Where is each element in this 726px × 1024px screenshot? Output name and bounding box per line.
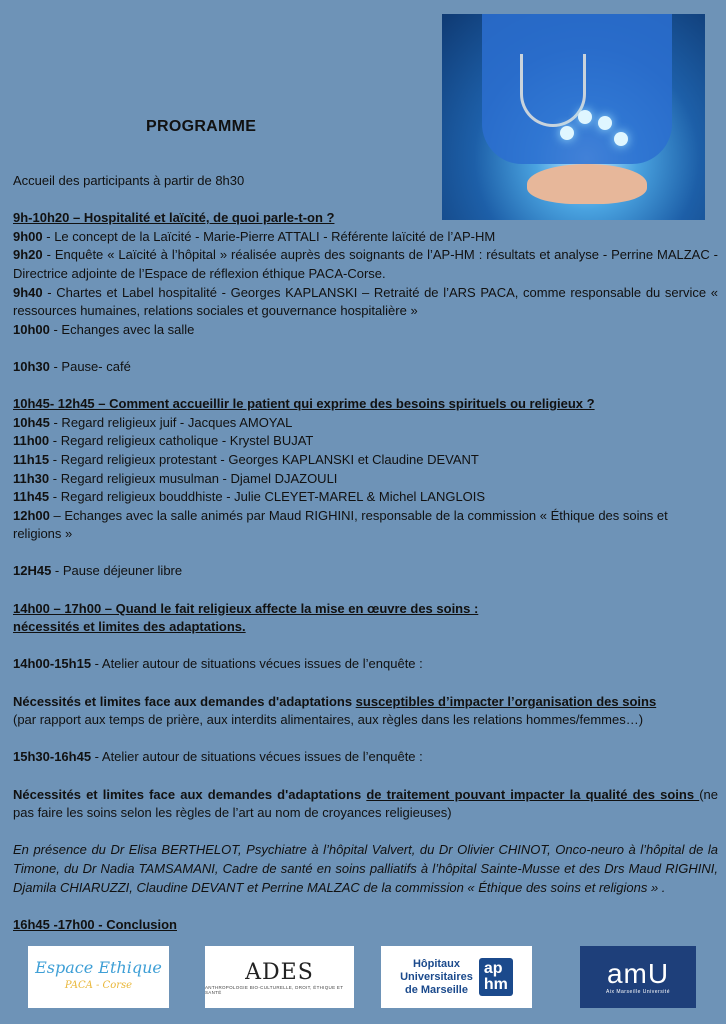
time-label: 11h15 bbox=[13, 451, 50, 467]
logo-text: Hôpitaux bbox=[412, 957, 461, 970]
time-label: 11h30 bbox=[13, 470, 50, 486]
espace-ethique-logo bbox=[28, 946, 169, 1008]
time-label: 14h00-15h15 bbox=[13, 656, 92, 672]
item-text: - Pause- café bbox=[49, 358, 131, 374]
time-label: 15h30-16h45 bbox=[13, 749, 92, 765]
time-label: 12h00 bbox=[13, 507, 50, 523]
item-text: - Regard religieux juif - Jacques AMOYAL bbox=[49, 414, 293, 430]
logo-bar bbox=[0, 946, 726, 1010]
atelier-2 bbox=[13, 748, 718, 767]
item-text: (par rapport aux temps de prière, aux interdits alimentaires, aux règles dans les relations hommes/femmes…) bbox=[13, 712, 644, 728]
time-label: 10h30 bbox=[13, 358, 50, 374]
s2-item bbox=[13, 488, 718, 507]
aphm-logo bbox=[381, 946, 532, 1008]
item-text: - Chartes et Label hospitalité - Georges KAPLANSKI – Retraité de l’ARS PACA, comme responsable du service « ressources humaines, relations sociales et gouvernance hospitalière » bbox=[13, 284, 718, 319]
people-icon bbox=[560, 106, 630, 166]
time-label: 10h00 bbox=[13, 321, 50, 337]
s1-item bbox=[13, 284, 718, 321]
item-text: - Atelier autour de situations vécues issues de l’enquête : bbox=[91, 656, 423, 672]
accueil-text: Accueil des participants à partir de 8h30 bbox=[13, 173, 245, 188]
s2-item bbox=[13, 432, 718, 451]
time-label: 11h45 bbox=[13, 489, 50, 505]
s1-item bbox=[13, 228, 718, 247]
logo-text: ap bbox=[483, 960, 503, 977]
item-text: - Regard religieux musulman - Djamel DJAZOULI bbox=[49, 470, 338, 486]
s1-item bbox=[13, 246, 718, 283]
presence-text: En présence du Dr Elisa BERTHELOT, Psychiatre à l’hôpital Valvert, du Dr Olivier CHINOT, Onco-neuro à l’hôpital de la Timone, du Dr Nadia TAMSAMANI, Cadre de santé en soins palliatifs à l’hôpital Sainte-Musse et des Drs Maud RIGHINI, Djamila CHIARUZZI, Claudine DEVANT et Perrine MALZAC de la commission « Éthique des soins et religions » . bbox=[13, 842, 718, 895]
atelier-2-detail bbox=[13, 786, 718, 823]
logo-text: Universitaires bbox=[400, 970, 473, 983]
bold-text: Nécessités et limites face aux demandes d'adaptations bbox=[13, 693, 356, 709]
item-text: - Regard religieux catholique - Krystel BUJAT bbox=[49, 433, 314, 449]
conclusion: 16h45 -17h00 - Conclusion bbox=[13, 916, 177, 932]
item-text: - Atelier autour de situations vécues issues de l’enquête : bbox=[91, 749, 423, 765]
logo-text: Espace Ethique bbox=[35, 958, 162, 977]
logo-subtext: ANTHROPOLOGIE BIO-CULTURELLE, DROIT, ÉTHIQUE ET SANTÉ bbox=[205, 984, 344, 995]
section2-heading: 10h45- 12h45 – Comment accueillir le patient qui exprime des besoins spirituels ou religieux ? bbox=[13, 396, 595, 412]
time-label: 9h00 bbox=[13, 228, 43, 244]
s2-item bbox=[13, 470, 718, 489]
atelier-1 bbox=[13, 655, 718, 674]
item-text: - Pause déjeuner libre bbox=[51, 563, 183, 579]
logo-text: ADES bbox=[245, 959, 314, 985]
item-text: - Regard religieux bouddhiste - Julie CLEYET-MAREL & Michel LANGLOIS bbox=[49, 489, 486, 505]
page-title: PROGRAMME bbox=[146, 118, 257, 135]
logo-text: amU bbox=[606, 958, 670, 989]
logo-subtext: Aix Marseille Université bbox=[606, 989, 670, 995]
time-label: 10h45 bbox=[13, 414, 50, 430]
s2-item bbox=[13, 414, 718, 433]
pause-dejeuner bbox=[13, 562, 718, 581]
logo-subtext: PACA - Corse bbox=[64, 980, 133, 991]
section1-heading: 9h-10h20 – Hospitalité et laïcité, de quoi parle-t-on ? bbox=[13, 210, 335, 226]
time-label: 12H45 bbox=[13, 563, 52, 579]
s2-item bbox=[13, 451, 718, 470]
underlined-text: susceptibles d’impacter l’organisation des soins bbox=[355, 693, 657, 709]
atelier-1-detail bbox=[13, 693, 718, 730]
bold-text: Nécessités et limites face aux demandes d'adaptations bbox=[13, 786, 367, 802]
item-text: – Echanges avec la salle animés par Maud RIGHINI, responsable de la commission « Éthique des soins et religions » bbox=[13, 507, 668, 542]
ades-logo bbox=[205, 946, 354, 1008]
item-text: - Le concept de la Laïcité - Marie-Pierre ATTALI - Référente laïcité de l’AP-HM bbox=[42, 228, 496, 244]
s2-item bbox=[13, 507, 718, 544]
logo-text: de Marseille bbox=[405, 983, 468, 996]
underlined-text: de traitement pouvant impacter la qualité des soins bbox=[366, 786, 700, 802]
item-text: - Echanges avec la salle bbox=[49, 321, 195, 337]
time-label: 9h20 bbox=[13, 247, 43, 263]
item-text: (ne pas faire les soins selon les règles de l’art au nom de croyances religieuses) bbox=[13, 786, 719, 821]
time-label: 9h40 bbox=[13, 284, 43, 300]
section3-heading-line2: nécessités et limites des adaptations. bbox=[13, 619, 246, 635]
time-label: 11h00 bbox=[13, 433, 50, 449]
pause-cafe bbox=[13, 358, 718, 377]
item-text: - Regard religieux protestant - Georges KAPLANSKI et Claudine DEVANT bbox=[49, 451, 479, 467]
item-text: - Enquête « Laïcité à l’hôpital » réalisée auprès des soignants de l’AP-HM : résultats et analyse - Perrine MALZAC - Directrice adjointe de l’Espace de réflexion éthique PACA-Corse. bbox=[13, 247, 718, 281]
programme-body bbox=[13, 172, 718, 934]
s1-item bbox=[13, 321, 718, 340]
amu-logo bbox=[580, 946, 696, 1008]
section3-heading-line1: 14h00 – 17h00 – Quand le fait religieux affecte la mise en œuvre des soins : bbox=[13, 600, 479, 616]
logo-text: hm bbox=[483, 976, 508, 993]
